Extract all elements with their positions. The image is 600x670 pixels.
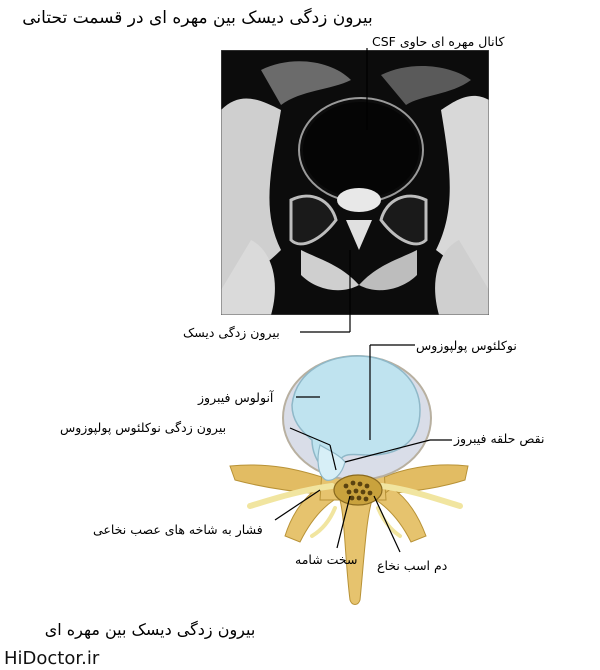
figure-title: بیرون زدگی دیسک بین مهره ای در قسمت تحتانی	[22, 8, 373, 28]
figure-caption: بیرون زدگی دیسک بین مهره ای	[44, 620, 256, 639]
label-annulus-defect: نقص حلقه فیبروز	[454, 431, 545, 446]
label-annulus-fibrosus: آنولوس فیبروز	[198, 390, 274, 405]
label-nucleus-pulposus: نوکلئوس پولپوزوس	[416, 338, 517, 353]
label-cauda-equina: دم اسب نخاع	[377, 558, 448, 573]
label-nerve-root-pressure: فشار به شاخه های عصب نخاعی	[93, 522, 263, 537]
label-csf-canal: کانال مهره ای حاوی CSF	[372, 34, 505, 49]
label-dura-mater: سخت شامه	[295, 552, 358, 567]
watermark-text: HiDoctor.ir	[4, 648, 100, 669]
label-disc-herniation: بیرون زدگی دیسک	[183, 325, 280, 340]
label-nucleus-herniation: بیرون زدگی نوکلئوس پولپوزوس	[60, 420, 227, 435]
